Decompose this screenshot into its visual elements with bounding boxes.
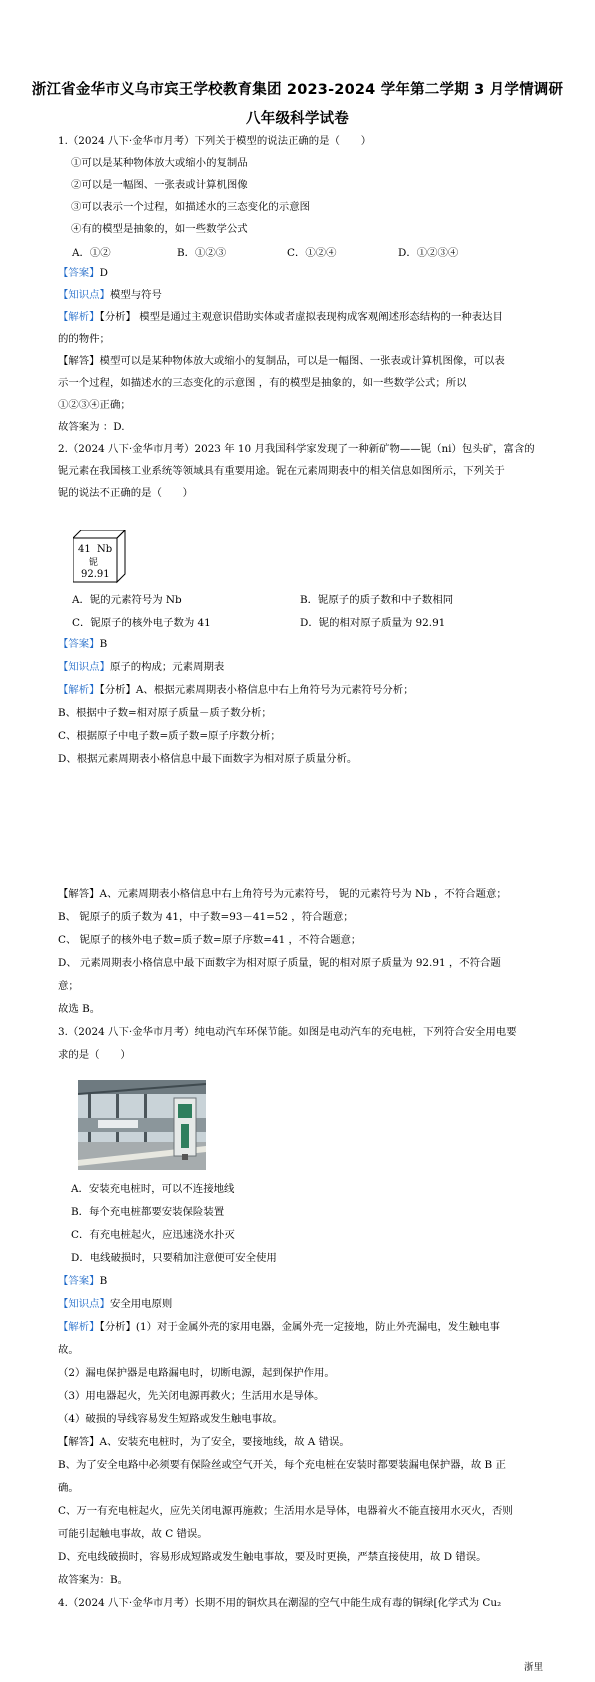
q3-knowledge-point xyxy=(58,1297,538,1311)
q2-solve-line2: B、 铌原子的质子数为 41，中子数=93－41=52 ，符合题意； xyxy=(58,911,354,923)
page-footer-mark: 浙里 xyxy=(524,1662,544,1673)
q3-analysis-line1 xyxy=(58,1320,538,1334)
q2-solve-line6: 故选 B。 xyxy=(58,1003,101,1015)
q3-answer-value: B xyxy=(99,1275,108,1287)
q2-solve-line3: C、 铌原子的核外电子数=质子数=原子序数=41 ，不符合题意； xyxy=(58,934,362,946)
q3-analysis-line5: （4）破损的导线容易发生短路或发生触电事故。 xyxy=(58,1413,283,1425)
q1-option-d: D．①②③④ xyxy=(398,247,459,259)
element-cell-frame xyxy=(73,530,129,586)
q1-answer-value: D xyxy=(99,267,108,279)
q3-analysis-line3: （2）漏电保护器是电路漏电时，切断电源，起到保护作用。 xyxy=(58,1367,335,1379)
q3-answer xyxy=(58,1274,538,1288)
q3-option-a: A．安装充电桩时，可以不连接地线 xyxy=(71,1183,235,1195)
q1-solve-line2: 示一个过程，如描述水的三态变化的示意图 ，有的模型是抽象的，如一些数学公式；所以 xyxy=(58,377,467,389)
q2-solve-line1: 【解答】A、元素周期表小格信息中右上角符号为元素符号， 铌的元素符号为 Nb ，不符合题意； xyxy=(58,888,507,900)
q3-knowledge-value: 安全用电原则 xyxy=(109,1298,173,1310)
answer-tag: 【答案】 xyxy=(58,1275,100,1287)
element-atomic-mass: 92.91 xyxy=(81,569,110,580)
q3-option-b: B．每个充电桩都要安装保险装置 xyxy=(71,1206,225,1218)
doc-title-line2: 八年级科学试卷 xyxy=(246,111,349,127)
q2-analysis-line3: C、根据原子中电子数=质子数=原子序数分析； xyxy=(58,730,281,742)
q3-stem-line1: 3.（2024 八下·金华市月考）纯电动汽车环保节能。如图是电动汽车的充电桩，下列符合安全用电要 xyxy=(58,1026,517,1038)
q3-option-c: C．有充电桩起火，应迅速浇水扑灭 xyxy=(71,1229,235,1241)
q2-analysis-text1: 【分析】A、根据元素周期表小格信息中右上角符号为元素符号分析； xyxy=(99,684,414,696)
charging-station-illustration xyxy=(78,1080,206,1170)
q3-solve-line6: D、充电线破损时，容易形成短路或发生触电事故，要及时更换，严禁直接使用，故 D 错误。 xyxy=(58,1551,487,1563)
element-symbol: Nb xyxy=(97,544,113,555)
q3-solve-line3: 确。 xyxy=(58,1482,79,1494)
knowledge-tag: 【知识点】 xyxy=(58,1298,110,1310)
q2-analysis-line4: D、根据元素周期表小格信息中最下面数字为相对原子质量分析。 xyxy=(58,753,358,765)
q1-statement-3: ③可以表示一个过程，如描述水的三态变化的示意图 xyxy=(71,201,310,213)
q2-stem-line2: 铌元素在我国核工业系统等领域具有重要用途。铌在元素周期表中的相关信息如图所示，下列关于 xyxy=(58,465,505,477)
analysis-tag: 【解析】 xyxy=(58,1321,100,1333)
q3-analysis-line2: 故。 xyxy=(58,1344,79,1356)
q1-knowledge-value: 模型与符号 xyxy=(109,289,162,301)
q1-option-a: A．①② xyxy=(72,247,111,259)
q1-statement-1: ①可以是某种物体放大或缩小的复制品 xyxy=(71,157,248,169)
q1-knowledge-point xyxy=(58,288,538,302)
q1-solve-line4: 故答案为 ：D. xyxy=(58,421,125,433)
q3-stem-line2: 求的是（ ） xyxy=(58,1049,131,1061)
q3-analysis-line4: （3）用电器起火，先关闭电源再救火；生活用水是导体。 xyxy=(58,1390,325,1402)
q2-knowledge-point xyxy=(58,660,538,674)
q1-analysis-line2: 的的物件； xyxy=(58,333,110,345)
q2-option-c: C．铌原子的核外电子数为 41 xyxy=(72,617,211,629)
q3-analysis-text1: 【分析】(1）对于金属外壳的家用电器，金属外壳一定接地，防止外壳漏电，发生触电事 xyxy=(99,1321,500,1333)
q3-solve-line2: B、为了安全电路中必须要有保险丝或空气开关，每个充电桩在安装时都要装漏电保护器，故 B 正 xyxy=(58,1459,506,1471)
q2-option-a: A．铌的元素符号为 Nb xyxy=(72,594,182,606)
q2-option-b: B．铌原子的质子数和中子数相同 xyxy=(300,594,454,606)
q2-analysis-line2: B、根据中子数=相对原子质量－质子数分析； xyxy=(58,707,272,719)
q2-stem-line1: 2.（2024 八下·金华市月考）2023 年 10 月我国科学家发现了一种新矿物——铌（ni）包头矿，富含的 xyxy=(58,443,535,455)
q1-option-c: C．①②④ xyxy=(287,247,337,259)
q1-answer xyxy=(58,266,538,280)
q2-solve-line5: 意； xyxy=(58,980,79,992)
element-name: 铌 xyxy=(89,558,99,568)
q1-analysis-text1: 【分析】 模型是通过主观意识借助实体或者虚拟表现构成客观阐述形态结构的一种表达目 xyxy=(99,311,503,323)
q2-option-d: D．铌的相对原子质量为 92.91 xyxy=(300,617,446,629)
q1-statement-2: ②可以是一幅图、一张表或计算机图像 xyxy=(71,179,248,191)
q1-stem: 1.（2024 八下·金华市月考）下列关于模型的说法正确的是（ ） xyxy=(58,135,372,147)
q1-statement-4: ④有的模型是抽象的，如一些数学公式 xyxy=(71,223,248,235)
answer-tag: 【答案】 xyxy=(58,267,100,279)
knowledge-tag: 【知识点】 xyxy=(58,289,110,301)
q1-analysis-line1 xyxy=(58,310,538,324)
q2-answer xyxy=(58,637,538,651)
doc-title-line1: 浙江省金华市义乌市宾王学校教育集团 2023-2024 学年第二学期 3 月学情调研 xyxy=(31,82,564,98)
element-atomic-number: 41 xyxy=(78,544,91,555)
q2-solve-line4: D、 元素周期表小格信息中最下面数字为相对原子质量，铌的相对原子质量为 92.91 ，不符合题 xyxy=(58,957,501,969)
q2-answer-value: B xyxy=(99,638,108,650)
q3-solve-line5: 可能引起触电事故，故 C 错误。 xyxy=(58,1528,208,1540)
analysis-tag: 【解析】 xyxy=(58,684,100,696)
q1-solve-line3: ①②③④正确； xyxy=(58,399,131,411)
q1-option-b: B．①②③ xyxy=(177,247,227,259)
q4-stem: 4.（2024 八下·金华市月考）长期不用的铜炊具在潮湿的空气中能生成有毒的铜绿[化学式为 Cu₂ xyxy=(58,1597,502,1609)
q3-solve-line1: 【解答】A、安装充电桩时，为了安全，要接地线，故 A 错误。 xyxy=(58,1436,350,1448)
q3-solve-line4: C、万一有充电桩起火，应先关闭电源再施救；生活用水是导体，电器着火不能直接用水灭火，否则 xyxy=(58,1505,513,1517)
charging-station-photo xyxy=(78,1080,206,1170)
analysis-tag: 【解析】 xyxy=(58,311,100,323)
q2-stem-line3: 铌的说法不正确的是（ ） xyxy=(58,487,194,499)
knowledge-tag: 【知识点】 xyxy=(58,661,110,673)
q2-knowledge-value: 原子的构成；元素周期表 xyxy=(109,661,225,673)
q3-solve-line7: 故答案为：B。 xyxy=(58,1574,128,1586)
q1-solve-line1: 【解答】模型可以是某种物体放大或缩小的复制品，可以是一幅图、一张表或计算机图像，可以表 xyxy=(58,355,505,367)
q3-option-d: D．电线破损时，只要稍加注意便可安全使用 xyxy=(71,1252,277,1264)
element-cell-niobium xyxy=(73,530,125,582)
q2-analysis-line1 xyxy=(58,683,538,697)
answer-tag: 【答案】 xyxy=(58,638,100,650)
